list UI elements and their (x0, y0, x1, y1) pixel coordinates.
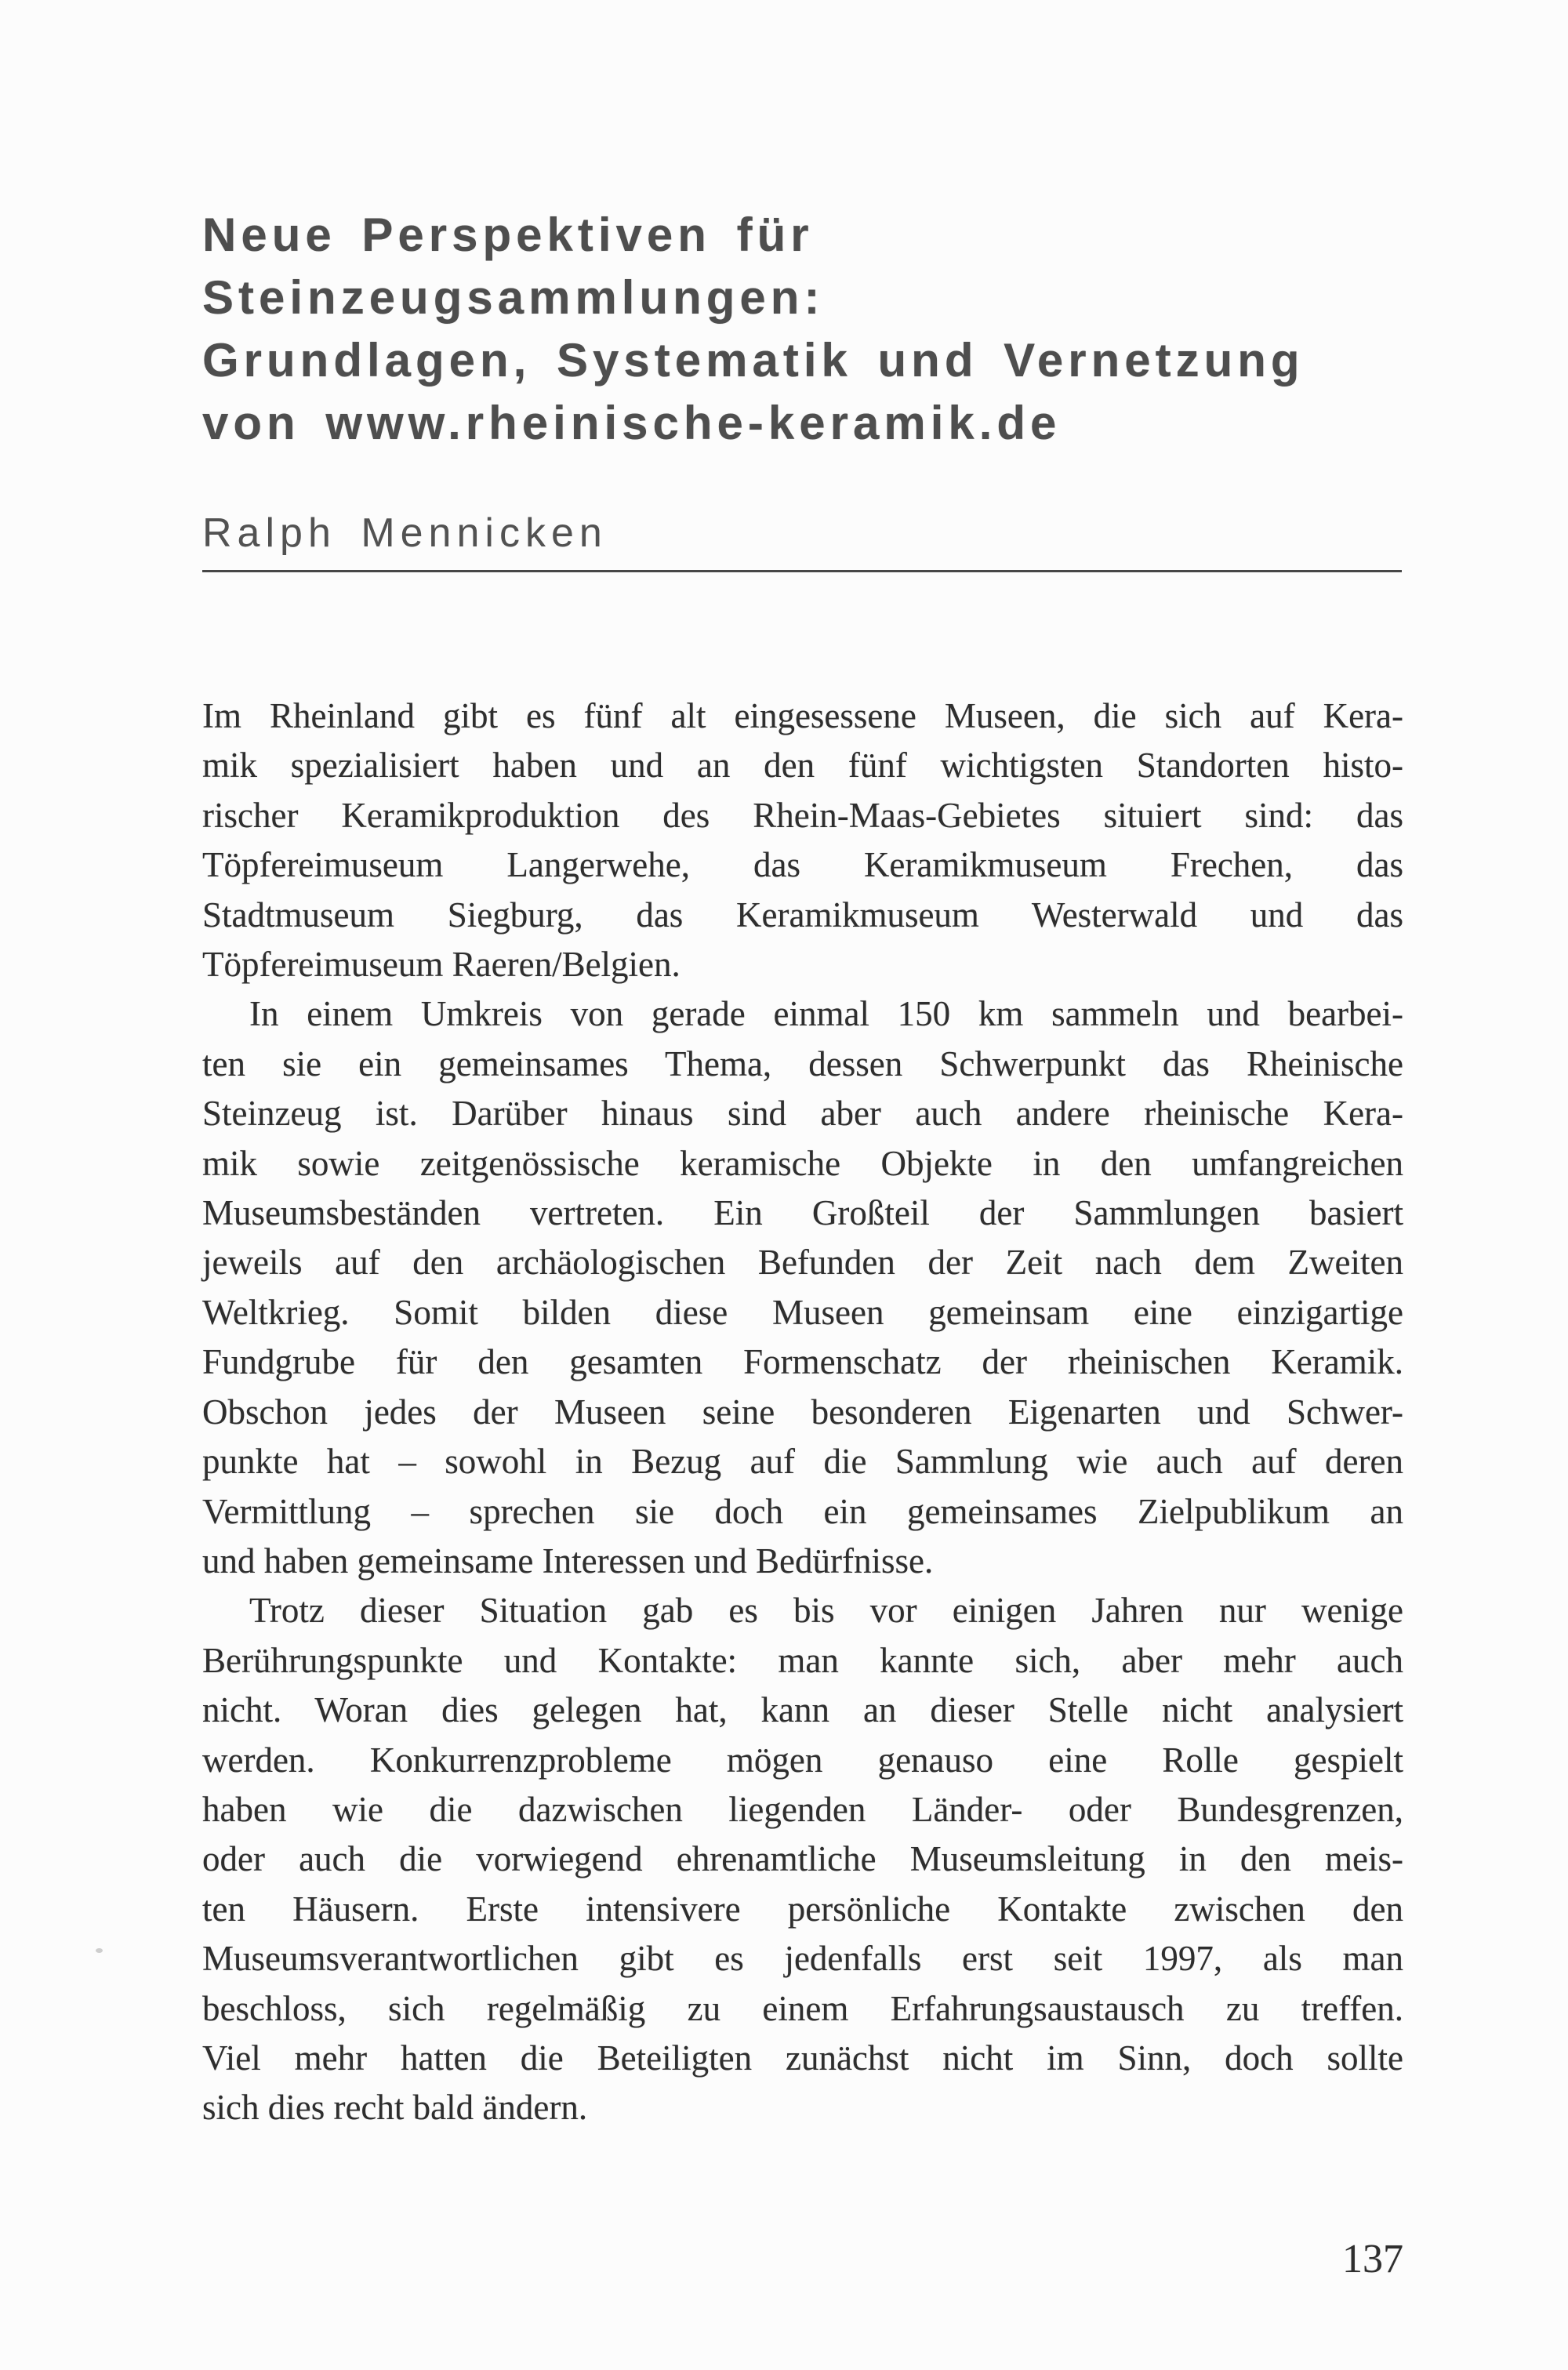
body-text-line: nicht. Woran dies gelegen hat, kann an dieser Stelle nicht analysiert (202, 1690, 1403, 1730)
article-body (202, 691, 1403, 2133)
body-text-line: Viel mehr hatten die Beteiligten zunächst nicht im Sinn, doch sollte (202, 2038, 1403, 2078)
page-number: 137 (1342, 2237, 1403, 2281)
body-text-line: jeweils auf den archäologischen Befunden der Zeit nach dem Zweiten (202, 1243, 1403, 1283)
body-text-line: Museumsverantwortlichen gibt es jedenfalls erst seit 1997, als man (202, 1939, 1403, 1979)
title-line: Neue Perspektiven für (202, 209, 814, 261)
article-title (202, 204, 1425, 455)
body-text-line: punkte hat – sowohl in Bezug auf die Sammlung wie auch auf deren (202, 1442, 1403, 1482)
body-text-line: Steinzeug ist. Darüber hinaus sind aber auch andere rheinische Kera- (202, 1094, 1403, 1134)
body-text-line: In einem Umkreis von gerade einmal 150 km sammeln und bearbei- (249, 994, 1403, 1034)
body-text-line: oder auch die vorwiegend ehrenamtliche Museumsleitung in den meis- (202, 1839, 1403, 1879)
body-text-line: mik spezialisiert haben und an den fünf wichtigsten Standorten histo- (202, 746, 1403, 786)
body-text-line: Töpfereimuseum Raeren/Belgien. (202, 945, 681, 985)
body-text-line: haben wie die dazwischen liegenden Länder- oder Bundesgrenzen, (202, 1789, 1403, 1829)
title-line: Steinzeugsammlungen: (202, 271, 825, 324)
body-text-line: Trotz dieser Situation gab es bis vor einigen Jahren nur wenige (249, 1591, 1403, 1631)
body-text-line: mik sowie zeitgenössische keramische Objekte in den umfangreichen (202, 1143, 1403, 1183)
body-text-line: Im Rheinland gibt es fünf alt eingesessene Museen, die sich auf Kera- (202, 696, 1403, 735)
body-text-line: Weltkrieg. Somit bilden diese Museen gemeinsam eine einzigartige (202, 1292, 1403, 1332)
body-text-line: Obschon jedes der Museen seine besonderen Eigenarten und Schwer- (202, 1392, 1403, 1432)
body-text-line: beschloss, sich regelmäßig zu einem Erfahrungsaustausch zu treffen. (202, 1988, 1403, 2028)
body-text-line: Töpfereimuseum Langerwehe, das Keramikmuseum Frechen, das (202, 845, 1403, 885)
body-text-line: Berührungspunkte und Kontakte: man kannte sich, aber mehr auch (202, 1640, 1403, 1680)
author-rule (202, 570, 1402, 572)
body-text-line: ten sie ein gemeinsames Thema, dessen Schwerpunkt das Rheinische (202, 1043, 1403, 1083)
body-text-line: sich dies recht bald ändern. (202, 2088, 588, 2128)
title-line: Grundlagen, Systematik und Vernetzung (202, 334, 1305, 387)
body-text-line: Fundgrube für den gesamten Formenschatz der rheinischen Keramik. (202, 1342, 1403, 1382)
body-text-line: werden. Konkurrenzprobleme mögen genauso eine Rolle gespielt (202, 1740, 1403, 1780)
body-text-line: und haben gemeinsame Interessen und Bedürfnisse. (202, 1541, 934, 1581)
body-text-line: ten Häusern. Erste intensivere persönliche Kontakte zwischen den (202, 1889, 1403, 1929)
body-text-line: Museumsbeständen vertreten. Ein Großteil der Sammlungen basiert (202, 1193, 1403, 1233)
body-text-line: Vermittlung – sprechen sie doch ein gemeinsames Zielpublikum an (202, 1491, 1403, 1531)
body-text-line: rischer Keramikproduktion des Rhein-Maas-Gebietes situiert sind: das (202, 795, 1403, 835)
scan-speck (96, 1948, 103, 1953)
title-line: von www.rheinische-keramik.de (202, 397, 1062, 449)
author-name: Ralph Mennicken (202, 510, 608, 556)
body-text-line: Stadtmuseum Siegburg, das Keramikmuseum Westerwald und das (202, 895, 1403, 935)
